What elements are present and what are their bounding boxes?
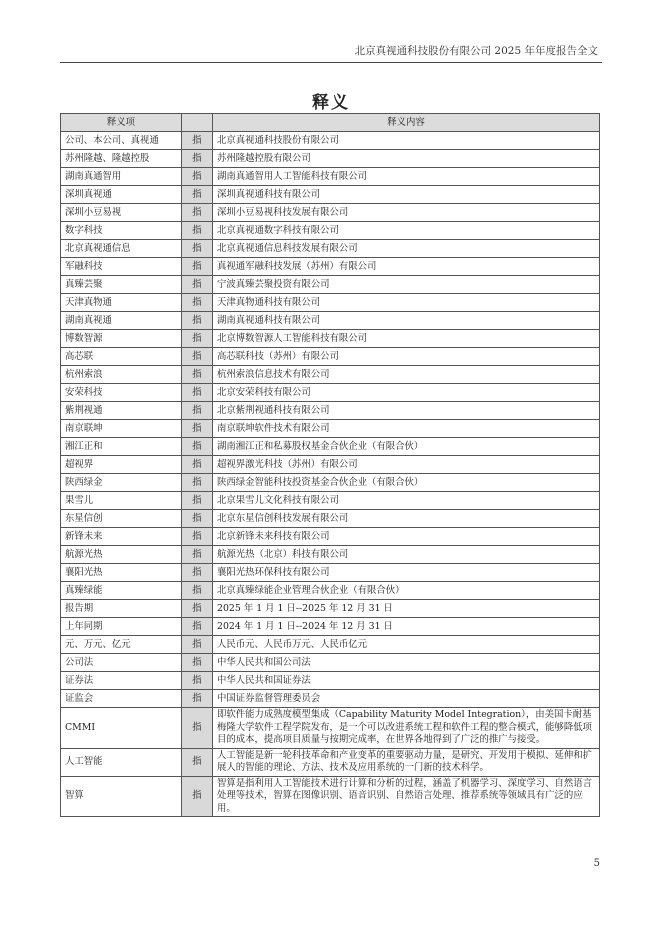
term-cell: 安荣科技 — [61, 384, 182, 402]
marker-cell: 指 — [182, 456, 213, 474]
table-row — [61, 222, 600, 240]
meaning-cell: 2025 年 1 月 1 日--2025 年 12 月 31 日 — [213, 600, 600, 618]
marker-cell: 指 — [182, 748, 213, 776]
meaning-cell: 深圳小豆易视科技发展有限公司 — [213, 204, 600, 222]
table-row — [61, 240, 600, 258]
table-header-row — [61, 114, 600, 132]
table-row — [61, 672, 600, 690]
term-cell: 军融科技 — [61, 258, 182, 276]
table-row — [61, 474, 600, 492]
table-row — [61, 294, 600, 312]
table-row — [61, 366, 600, 384]
term-cell: 人工智能 — [61, 748, 182, 776]
term-cell: 智算 — [61, 776, 182, 817]
term-cell: 数字科技 — [61, 222, 182, 240]
marker-cell: 指 — [182, 258, 213, 276]
marker-cell: 指 — [182, 312, 213, 330]
table-row — [61, 546, 600, 564]
table-row — [61, 348, 600, 366]
meaning-cell: 深圳真视通科技有限公司 — [213, 186, 600, 204]
report-header: 北京真视通科技股份有限公司 2025 年年度报告全文 — [354, 45, 598, 57]
table-row — [61, 276, 600, 294]
meaning-cell: 即软件能力成熟度模型集成（Capability Maturity Model Integration），由美国卡耐基梅隆大学软件工程学院发布，是一个可以改进系统工程和软件工程的整合模式，能够降低项目的成本，提高项目质量与按期完成率，在世界各地得到了广泛的推广与接受。 — [213, 708, 600, 749]
meaning-cell: 杭州索浪信息技术有限公司 — [213, 366, 600, 384]
meaning-cell: 北京真视通数字科技有限公司 — [213, 222, 600, 240]
meaning-cell: 湖南湘江正和私募股权基金合伙企业（有限合伙） — [213, 438, 600, 456]
table-row — [61, 384, 600, 402]
meaning-cell: 天津真物通科技有限公司 — [213, 294, 600, 312]
marker-cell: 指 — [182, 528, 213, 546]
table-row — [61, 582, 600, 600]
marker-cell: 指 — [182, 510, 213, 528]
meaning-cell: 陕西绿金智能科技投资基金合伙企业（有限合伙） — [213, 474, 600, 492]
table-row — [61, 204, 600, 222]
marker-cell: 指 — [182, 240, 213, 258]
marker-cell: 指 — [182, 186, 213, 204]
term-cell: 果雪儿 — [61, 492, 182, 510]
meaning-cell: 北京真臻绿能企业管理合伙企业（有限合伙） — [213, 582, 600, 600]
table-row — [61, 438, 600, 456]
meaning-cell: 智算是指利用人工智能技术进行计算和分析的过程，涵盖了机器学习、深度学习、自然语言处理等技术，智算在图像识别、语音识别、自然语言处理、推荐系统等领域具有广泛的应用。 — [213, 776, 600, 817]
meaning-cell: 高芯联科技（苏州）有限公司 — [213, 348, 600, 366]
marker-cell: 指 — [182, 708, 213, 749]
table-row — [61, 708, 600, 749]
marker-cell: 指 — [182, 132, 213, 150]
table-row — [61, 690, 600, 708]
column-header-term: 释义项 — [61, 114, 182, 132]
marker-cell: 指 — [182, 776, 213, 817]
meaning-cell: 襄阳光热环保科技有限公司 — [213, 564, 600, 582]
marker-cell: 指 — [182, 420, 213, 438]
table-row — [61, 528, 600, 546]
marker-cell: 指 — [182, 384, 213, 402]
table-row — [61, 748, 600, 776]
meaning-cell: 湖南真视通科技有限公司 — [213, 312, 600, 330]
marker-cell: 指 — [182, 294, 213, 312]
meaning-cell: 中华人民共和国公司法 — [213, 654, 600, 672]
marker-cell: 指 — [182, 690, 213, 708]
term-cell: 东星信创 — [61, 510, 182, 528]
term-cell: 湘江正和 — [61, 438, 182, 456]
term-cell: 紫荆视通 — [61, 402, 182, 420]
page-number: 5 — [593, 858, 600, 869]
meaning-cell: 北京东星信创科技发展有限公司 — [213, 510, 600, 528]
meaning-cell: 人工智能是新一轮科技革命和产业变革的重要驱动力量，是研究、开发用于模拟、延伸和扩展人的智能的理论、方法、技术及应用系统的一门新的技术科学。 — [213, 748, 600, 776]
table-row — [61, 168, 600, 186]
term-cell: 襄阳光热 — [61, 564, 182, 582]
term-cell: 陕西绿金 — [61, 474, 182, 492]
term-cell: 深圳小豆易视 — [61, 204, 182, 222]
marker-cell: 指 — [182, 348, 213, 366]
term-cell: 超视界 — [61, 456, 182, 474]
table-row — [61, 456, 600, 474]
term-cell: 苏州隆越、隆越控股 — [61, 150, 182, 168]
meaning-cell: 真视通军融科技发展（苏州）有限公司 — [213, 258, 600, 276]
term-cell: 南京联坤 — [61, 420, 182, 438]
marker-cell: 指 — [182, 636, 213, 654]
term-cell: 湖南真视通 — [61, 312, 182, 330]
marker-cell: 指 — [182, 600, 213, 618]
marker-cell: 指 — [182, 168, 213, 186]
table-row — [61, 132, 600, 150]
meaning-cell: 北京安荣科技有限公司 — [213, 384, 600, 402]
term-cell: 航源光热 — [61, 546, 182, 564]
table-row — [61, 564, 600, 582]
marker-cell: 指 — [182, 204, 213, 222]
meaning-cell: 宁波真臻芸聚投资有限公司 — [213, 276, 600, 294]
meaning-cell: 中国证券监督管理委员会 — [213, 690, 600, 708]
term-cell: CMMI — [61, 708, 182, 749]
term-cell: 博数智源 — [61, 330, 182, 348]
definitions-table — [60, 113, 600, 817]
table-row — [61, 492, 600, 510]
meaning-cell: 人民币元、人民币万元、人民币亿元 — [213, 636, 600, 654]
marker-cell: 指 — [182, 330, 213, 348]
term-cell: 公司法 — [61, 654, 182, 672]
table-row — [61, 654, 600, 672]
header-divider — [60, 62, 602, 63]
term-cell: 高芯联 — [61, 348, 182, 366]
column-header-meaning: 释义内容 — [213, 114, 600, 132]
marker-cell: 指 — [182, 564, 213, 582]
table-row — [61, 150, 600, 168]
table-row — [61, 420, 600, 438]
meaning-cell: 北京果雪儿文化科技有限公司 — [213, 492, 600, 510]
marker-cell: 指 — [182, 366, 213, 384]
marker-cell: 指 — [182, 150, 213, 168]
meaning-cell: 北京博数智源人工智能科技有限公司 — [213, 330, 600, 348]
term-cell: 上年同期 — [61, 618, 182, 636]
table-row — [61, 330, 600, 348]
marker-cell: 指 — [182, 546, 213, 564]
term-cell: 北京真视通信息 — [61, 240, 182, 258]
term-cell: 杭州索浪 — [61, 366, 182, 384]
meaning-cell: 2024 年 1 月 1 日--2024 年 12 月 31 日 — [213, 618, 600, 636]
meaning-cell: 北京真视通科技股份有限公司 — [213, 132, 600, 150]
marker-cell: 指 — [182, 474, 213, 492]
term-cell: 公司、本公司、真视通 — [61, 132, 182, 150]
term-cell: 深圳真视通 — [61, 186, 182, 204]
term-cell: 元、万元、亿元 — [61, 636, 182, 654]
table-row — [61, 776, 600, 817]
meaning-cell: 中华人民共和国证券法 — [213, 672, 600, 690]
marker-cell: 指 — [182, 654, 213, 672]
marker-cell: 指 — [182, 582, 213, 600]
marker-cell: 指 — [182, 222, 213, 240]
meaning-cell: 北京紫荆视通科技有限公司 — [213, 402, 600, 420]
table-row — [61, 618, 600, 636]
meaning-cell: 北京真视通信息科技发展有限公司 — [213, 240, 600, 258]
table-row — [61, 636, 600, 654]
table-row — [61, 402, 600, 420]
term-cell: 证券法 — [61, 672, 182, 690]
column-header-marker — [182, 114, 213, 132]
marker-cell: 指 — [182, 672, 213, 690]
term-cell: 证监会 — [61, 690, 182, 708]
term-cell: 天津真物通 — [61, 294, 182, 312]
meaning-cell: 湖南真通智用人工智能科技有限公司 — [213, 168, 600, 186]
page-title: 释义 — [312, 93, 350, 113]
meaning-cell: 北京新锋未来科技有限公司 — [213, 528, 600, 546]
term-cell: 湖南真通智用 — [61, 168, 182, 186]
term-cell: 真臻绿能 — [61, 582, 182, 600]
marker-cell: 指 — [182, 438, 213, 456]
marker-cell: 指 — [182, 402, 213, 420]
marker-cell: 指 — [182, 492, 213, 510]
table-row — [61, 312, 600, 330]
table-row — [61, 510, 600, 528]
term-cell: 报告期 — [61, 600, 182, 618]
meaning-cell: 南京联坤软件技术有限公司 — [213, 420, 600, 438]
term-cell: 真臻芸聚 — [61, 276, 182, 294]
marker-cell: 指 — [182, 276, 213, 294]
marker-cell: 指 — [182, 618, 213, 636]
meaning-cell: 超视界激光科技（苏州）有限公司 — [213, 456, 600, 474]
table-row — [61, 258, 600, 276]
term-cell: 新锋未来 — [61, 528, 182, 546]
meaning-cell: 苏州隆越控股有限公司 — [213, 150, 600, 168]
meaning-cell: 航源光热（北京）科技有限公司 — [213, 546, 600, 564]
table-row — [61, 186, 600, 204]
table-row — [61, 600, 600, 618]
